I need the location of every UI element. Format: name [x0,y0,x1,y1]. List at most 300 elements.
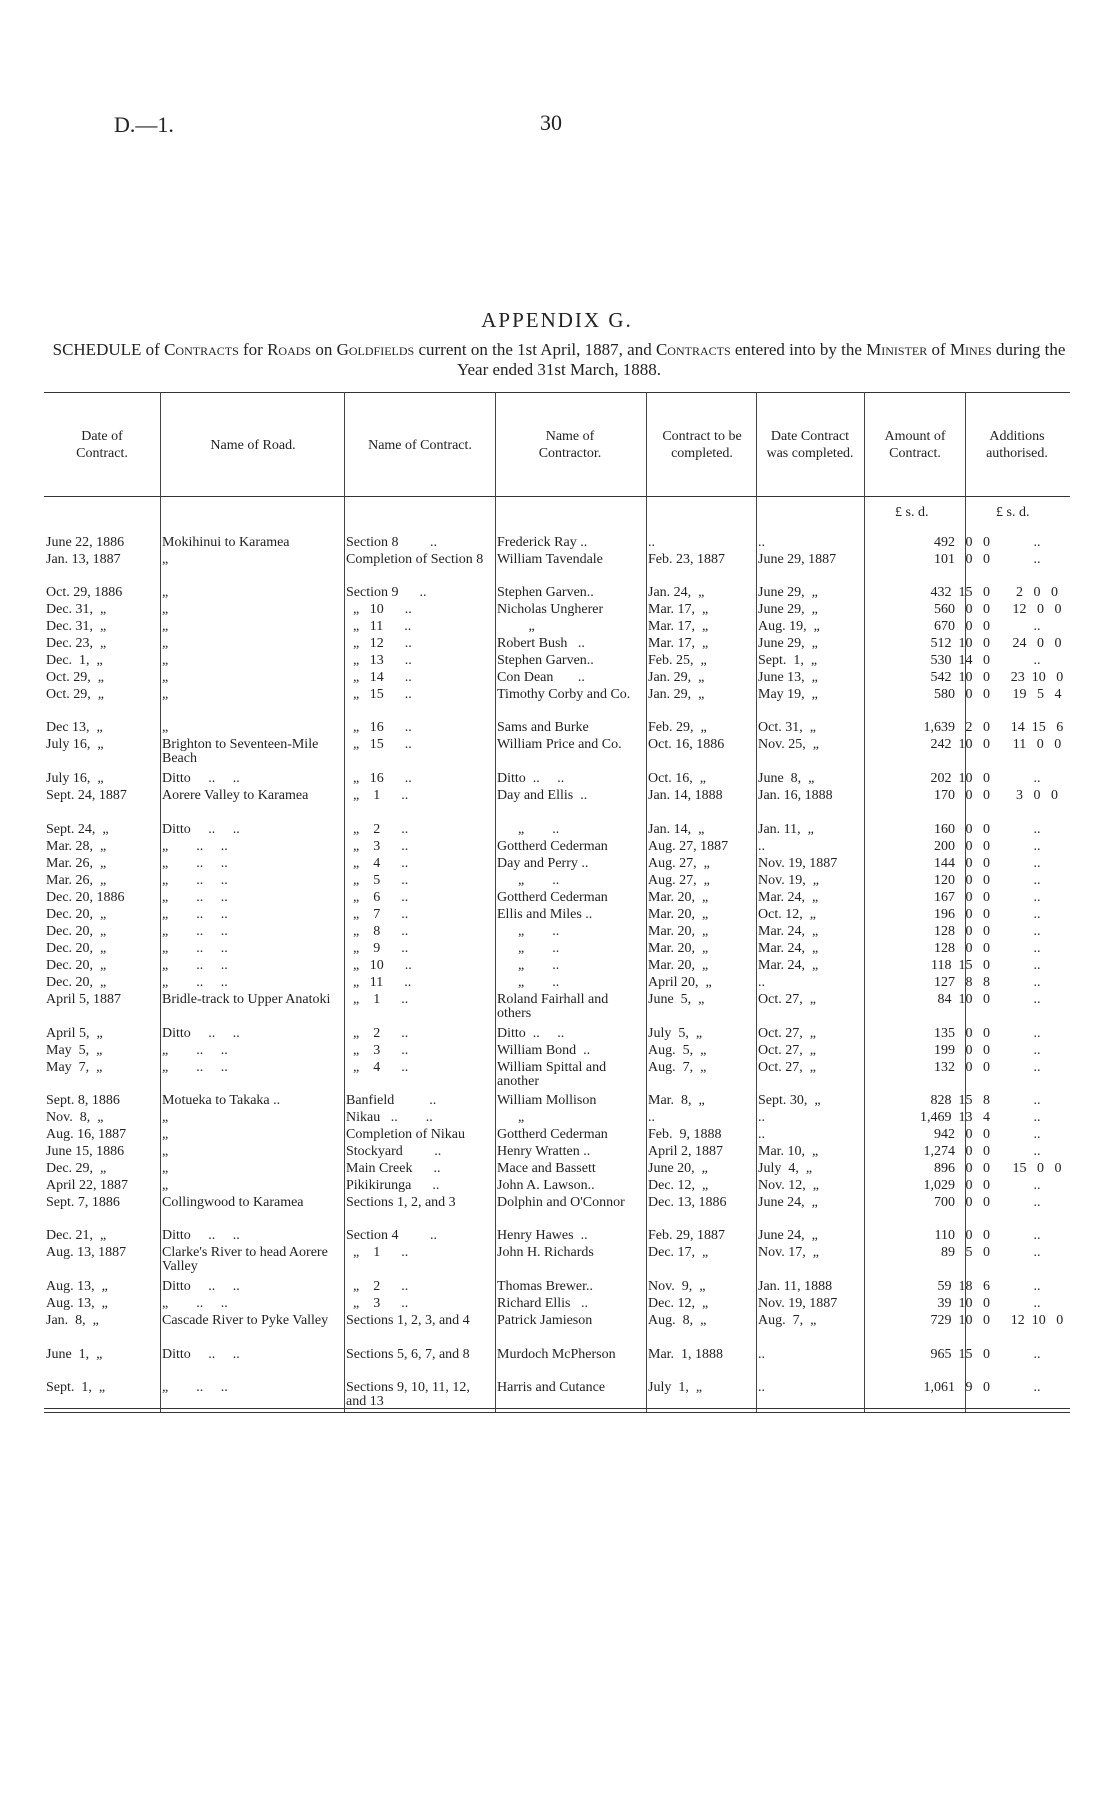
cell-tobe: Jan. 14, „ [648,822,705,837]
cell-tobe: Dec. 13, 1886 [648,1195,727,1210]
cell-add: .. [1033,619,1041,634]
cell-add: .. [1033,1178,1041,1193]
cell-amount: 118 15 0 [931,958,990,973]
cell-road: „ .. .. [162,924,228,939]
cell-add: 12 0 0 [1012,602,1062,617]
cell-contractor: Dolphin and O'Connor [497,1195,625,1210]
cell-road: „ [162,619,169,634]
cell-amount: 729 10 0 [930,1313,990,1328]
cell-tobe: June 20, „ [648,1161,708,1176]
cell-was: Mar. 10, „ [758,1144,819,1159]
cell-road: „ .. .. [162,1060,228,1075]
cell-name: „ 7 .. [346,907,409,922]
cell-name: Sections 9, 10, 11, 12, and 13 [346,1380,474,1409]
cell-date: May 7, „ [46,1060,103,1075]
cell-name: Banfield .. [346,1093,437,1108]
cell-was: May 19, „ [758,687,818,702]
cell-contractor: Day and Perry .. [497,856,589,871]
cell-name: „ 6 .. [346,890,409,905]
cell-name: „ 2 .. [346,822,409,837]
cell-road: „ [162,552,169,567]
cell-add: .. [1033,552,1041,567]
cell-was: Oct. 27, „ [758,1026,816,1041]
cell-date: Aug. 13, „ [46,1279,108,1294]
cell-tobe: Mar. 20, „ [648,958,709,973]
cell-tobe: Dec. 12, „ [648,1178,709,1193]
cell-contractor: Day and Ellis .. [497,788,588,803]
cell-name: „ 12 .. [346,636,412,651]
cell-tobe: Jan. 29, „ [648,687,705,702]
cell-tobe: Mar. 20, „ [648,890,709,905]
cell-tobe: Aug. 7, „ [648,1060,707,1075]
cell-tobe: April 20, „ [648,975,712,990]
cell-date: Dec. 20, „ [46,941,107,956]
cell-was: Nov. 19, 1887 [758,1296,838,1311]
appendix-title: APPENDIX G. [481,308,633,332]
cell-tobe: Oct. 16, „ [648,771,706,786]
table-header-rule [44,496,1070,497]
cell-was: .. [758,975,765,990]
cell-tobe: Mar. 17, „ [648,636,709,651]
cell-tobe: Feb. 9, 1888 [648,1127,722,1142]
cell-was: Sept. 30, „ [758,1093,821,1108]
cell-add: .. [1033,1127,1041,1142]
cell-date: Aug. 13, „ [46,1296,108,1311]
cell-tobe: Mar. 17, „ [648,619,709,634]
cell-amount: 196 0 0 [934,907,990,922]
cell-tobe: Aug. 5, „ [648,1043,707,1058]
cell-amount: 1,029 0 0 [923,1178,990,1193]
cell-add: 15 0 0 [1012,1161,1062,1176]
cell-add: .. [1033,941,1041,956]
cell-contractor: Henry Hawes .. [497,1228,588,1243]
cell-was: .. [758,839,765,854]
cell-contractor: „ .. [497,873,560,888]
cell-date: July 16, „ [46,771,104,786]
cell-name: Stockyard .. [346,1144,442,1159]
cell-add: .. [1033,958,1041,973]
cell-tobe: Mar. 17, „ [648,602,709,617]
cell-road: Ditto .. .. [162,1026,240,1041]
cell-date: Mar. 26, „ [46,856,107,871]
cell-tobe: .. [648,1110,655,1125]
cell-road: Brighton to Seventeen-Mile Beach [162,737,322,766]
cell-name: „ 3 .. [346,1296,409,1311]
cell-tobe: Feb. 29, „ [648,720,707,735]
cell-tobe: Mar. 1, 1888 [648,1347,724,1362]
cell-name: „ 13 .. [346,653,412,668]
cell-contractor: „ .. [497,822,560,837]
cell-tobe: Oct. 16, 1886 [648,737,725,752]
cell-contractor: Mace and Bassett [497,1161,596,1176]
cell-was: June 24, „ [758,1195,818,1210]
cell-was: June 29, „ [758,636,818,651]
cell-name: „ 4 .. [346,856,409,871]
cell-contractor: „ [497,619,535,634]
cell-contractor: Henry Wratten .. [497,1144,591,1159]
column-header-completed: Date Contract was completed. [766,429,854,461]
cell-road: „ [162,687,169,702]
cell-name: „ 16 .. [346,771,412,786]
cell-amount: 580 0 0 [934,687,990,702]
cell-road: Cascade River to Pyke Valley [162,1313,329,1328]
cell-amount: 942 0 0 [934,1127,990,1142]
cell-amount: 127 8 8 [934,975,990,990]
cell-was: Mar. 24, „ [758,941,819,956]
cell-tobe: Aug. 27, 1887 [648,839,729,854]
column-header-road: Name of Road. [210,437,296,453]
column-divider [344,392,345,1412]
cell-was: Nov. 17, „ [758,1245,819,1260]
cell-contractor: William Tavendale [497,552,603,567]
cell-was: Nov. 12, „ [758,1178,819,1193]
cell-add: 3 0 0 [1016,788,1058,803]
cell-amount: 700 0 0 [934,1195,990,1210]
cell-road: „ .. .. [162,975,228,990]
cell-add: .. [1033,907,1041,922]
cell-add: .. [1033,1043,1041,1058]
cell-add: 11 0 0 [1012,737,1062,752]
cell-road: „ [162,1127,169,1142]
cell-road: „ .. .. [162,958,228,973]
cell-date: Dec. 23, „ [46,636,107,651]
cell-add: 24 0 0 [1012,636,1062,651]
cell-amount: 199 0 0 [934,1043,990,1058]
cell-amount: 828 15 8 [930,1093,990,1108]
cell-tobe: Mar. 20, „ [648,907,709,922]
cell-date: Dec. 20, „ [46,958,107,973]
cell-road: Collingwood to Karamea [162,1195,304,1210]
cell-name: Completion of Nikau [346,1127,465,1142]
cell-name: „ 11 .. [346,975,412,990]
cell-road: Motueka to Takaka .. [162,1093,281,1108]
cell-name: Completion of Section 8 [346,552,484,567]
cell-road: „ .. .. [162,890,228,905]
cell-add: .. [1033,839,1041,854]
cell-contractor: „ .. [497,941,560,956]
cell-date: Nov. 8, „ [46,1110,104,1125]
cell-name: „ 9 .. [346,941,409,956]
cell-tobe: Feb. 29, 1887 [648,1228,725,1243]
cell-contractor: John A. Lawson.. [497,1178,595,1193]
cell-name: Pikikirunga .. [346,1178,440,1193]
cell-contractor: Sams and Burke [497,720,589,735]
column-divider [864,392,865,1412]
cell-tobe: April 2, 1887 [648,1144,724,1159]
cell-date: Dec. 20, „ [46,907,107,922]
cell-date: Jan. 8, „ [46,1313,99,1328]
cell-add: 23 10 0 [1010,670,1064,685]
column-header-to-be-completed: Contract to be completed. [662,429,742,461]
cell-contractor: Ditto .. .. [497,771,565,786]
cell-road: „ [162,1110,169,1125]
cell-was: .. [758,1380,765,1395]
cell-was: Mar. 24, „ [758,924,819,939]
cell-contractor: Murdoch McPherson [497,1347,616,1362]
cell-add: .. [1033,992,1041,1007]
cell-contractor: „ .. [497,958,560,973]
cell-name: „ 2 .. [346,1279,409,1294]
cell-date: June 15, 1886 [46,1144,125,1159]
cell-add: .. [1033,856,1041,871]
cell-was: Nov. 25, „ [758,737,819,752]
cell-contractor: Stephen Garven.. [497,653,594,668]
cell-was: Jan. 11, 1888 [758,1279,833,1294]
cell-name: „ 1 .. [346,1245,409,1260]
cell-name: „ 3 .. [346,839,409,854]
cell-road: „ [162,1161,169,1176]
cell-add: .. [1033,975,1041,990]
cell-contractor: William Price and Co. [497,737,622,752]
document-ref: D.—1. [114,112,174,137]
cell-was: Mar. 24, „ [758,890,819,905]
column-header-contractor: Name of Contractor. [538,429,602,461]
cell-add: .. [1033,1110,1041,1125]
cell-road: „ .. .. [162,1380,228,1395]
cell-date: Dec. 20, „ [46,975,107,990]
cell-amount: 200 0 0 [934,839,990,854]
cell-add: .. [1033,873,1041,888]
cell-tobe: .. [648,535,655,550]
cell-amount: 170 0 0 [934,788,990,803]
cell-name: „ 15 .. [346,737,412,752]
cell-contractor: Con Dean .. [497,670,585,685]
cell-name: Section 9 .. [346,585,427,600]
cell-amount: 128 0 0 [934,924,990,939]
cell-road: „ [162,636,169,651]
cell-road: „ .. .. [162,856,228,871]
cell-contractor: Harris and Cutance [497,1380,606,1395]
cell-name: „ 2 .. [346,1026,409,1041]
cell-date: May 5, „ [46,1043,103,1058]
cell-contractor: „ .. [497,924,560,939]
cell-date: June 1, „ [46,1347,103,1362]
cell-road: Clarke's River to head Aorere Valley [162,1245,332,1274]
cell-name: Nikau .. .. [346,1110,433,1125]
cell-add: .. [1033,535,1041,550]
cell-tobe: Mar. 20, „ [648,941,709,956]
cell-contractor: William Mollison [497,1093,597,1108]
cell-add: 2 0 0 [1016,585,1058,600]
cell-name: „ 4 .. [346,1060,409,1075]
cell-tobe: Feb. 23, 1887 [648,552,725,567]
cell-tobe: June 5, „ [648,992,705,1007]
cell-road: „ .. .. [162,941,228,956]
cell-road: Bridle-track to Upper Anatoki [162,992,331,1007]
column-divider [646,392,647,1412]
cell-amount: 1,639 2 0 [923,720,990,735]
cell-date: April 5, „ [46,1026,103,1041]
cell-date: Dec. 1, „ [46,653,103,668]
cell-road: „ .. .. [162,1043,228,1058]
cell-contractor: Ellis and Miles .. [497,907,593,922]
cell-tobe: Aug. 27, „ [648,873,710,888]
cell-amount: 132 0 0 [934,1060,990,1075]
cell-name: „ 15 .. [346,687,412,702]
cell-was: June 29, 1887 [758,552,837,567]
cell-road: Mokihinui to Karamea [162,535,290,550]
cell-road: „ [162,653,169,668]
column-divider [160,392,161,1412]
cell-amount: 110 0 0 [934,1228,990,1243]
cell-road: Ditto .. .. [162,822,240,837]
cell-amount: 530 14 0 [930,653,990,668]
cell-amount: 89 5 0 [941,1245,990,1260]
cell-was: .. [758,1127,765,1142]
cell-contractor: Patrick Jamieson [497,1313,593,1328]
cell-contractor: Robert Bush .. [497,636,585,651]
cell-amount: 135 0 0 [934,1026,990,1041]
cell-add: .. [1033,890,1041,905]
cell-name: „ 3 .. [346,1043,409,1058]
cell-was: Aug. 19, „ [758,619,820,634]
cell-name: „ 8 .. [346,924,409,939]
cell-contractor: „ [497,1110,525,1125]
cell-amount: 84 10 0 [937,992,990,1007]
cell-road: „ .. .. [162,907,228,922]
cell-road: „ .. .. [162,839,228,854]
cell-tobe: July 1, „ [648,1380,703,1395]
cell-tobe: Mar. 8, „ [648,1093,705,1108]
cell-amount: 965 15 0 [930,1347,990,1362]
cell-tobe: Feb. 25, „ [648,653,707,668]
cell-road: „ [162,1144,169,1159]
column-header-contract: Name of Contract. [368,437,472,453]
cell-amount: 144 0 0 [934,856,990,871]
cell-date: April 5, 1887 [46,992,122,1007]
cell-was: June 24, „ [758,1228,818,1243]
cell-was: Aug. 7, „ [758,1313,817,1328]
cell-name: Sections 1, 2, 3, and 4 [346,1313,470,1328]
cell-road: „ [162,670,169,685]
cell-tobe: Nov. 9, „ [648,1279,706,1294]
cell-tobe: Aug. 8, „ [648,1313,707,1328]
cell-amount: 896 0 0 [934,1161,990,1176]
cell-name: „ 1 .. [346,788,409,803]
cell-contractor: Thomas Brewer.. [497,1279,594,1294]
cell-contractor: William Bond .. [497,1043,591,1058]
cell-date: Sept. 24, „ [46,822,109,837]
cell-add: .. [1033,1195,1041,1210]
cell-contractor: William Spittal and another [497,1060,610,1089]
cell-road: Ditto .. .. [162,1347,240,1362]
cell-road: „ .. .. [162,873,228,888]
cell-date: Sept. 24, 1887 [46,788,127,803]
cell-amount: 432 15 0 [930,585,990,600]
table-bottom-rule [44,1408,1070,1409]
cell-was: .. [758,1110,765,1125]
cell-was: Oct. 27, „ [758,1060,816,1075]
cell-was: Nov. 19, „ [758,873,819,888]
cell-road: „ [162,720,169,735]
cell-amount: 1,274 0 0 [923,1144,990,1159]
cell-was: .. [758,1347,765,1362]
cell-contractor: Timothy Corby and Co. [497,687,631,702]
cell-amount: 202 10 0 [930,771,990,786]
page-number: 30 [540,110,562,135]
cell-date: Dec. 20, 1886 [46,890,125,905]
cell-add: .. [1033,1279,1041,1294]
cell-was: Sept. 1, „ [758,653,818,668]
cell-name: „ 1 .. [346,992,409,1007]
cell-road: „ [162,1178,169,1193]
cell-was: June 8, „ [758,771,815,786]
cell-date: Oct. 29, „ [46,687,104,702]
cell-road: Aorere Valley to Karamea [162,788,309,803]
cell-amount: 160 0 0 [934,822,990,837]
cell-amount: 542 10 0 [930,670,990,685]
cell-contractor: Frederick Ray .. [497,535,588,550]
cell-date: Sept. 1, „ [46,1380,106,1395]
amount-units: £ s. d. [895,505,929,520]
cell-amount: 1,469 13 4 [920,1110,990,1125]
cell-name: Sections 5, 6, 7, and 8 [346,1347,470,1362]
cell-add: .. [1033,1380,1041,1395]
cell-name: Sections 1, 2, and 3 [346,1195,456,1210]
cell-add: .. [1033,1144,1041,1159]
cell-amount: 492 0 0 [934,535,990,550]
cell-was: Jan. 11, „ [758,822,814,837]
cell-road: Ditto .. .. [162,771,240,786]
cell-tobe: Dec. 17, „ [648,1245,709,1260]
cell-name: „ 14 .. [346,670,412,685]
cell-date: Aug. 16, 1887 [46,1127,127,1142]
cell-was: Oct. 27, „ [758,992,816,1007]
cell-road: „ .. .. [162,1296,228,1311]
cell-contractor: Gottherd Cederman [497,839,608,854]
cell-name: Section 8 .. [346,535,437,550]
cell-road: „ [162,602,169,617]
cell-add: .. [1033,653,1041,668]
cell-add: 12 10 0 [1010,1313,1064,1328]
cell-name: „ 5 .. [346,873,409,888]
cell-date: Oct. 29, 1886 [46,585,123,600]
cell-add: .. [1033,1060,1041,1075]
cell-add: 14 15 6 [1010,720,1064,735]
cell-tobe: July 5, „ [648,1026,703,1041]
cell-name: Main Creek .. [346,1161,441,1176]
cell-add: .. [1033,822,1041,837]
cell-tobe: Jan. 29, „ [648,670,705,685]
cell-was: June 13, „ [758,670,818,685]
cell-date: Dec. 20, „ [46,924,107,939]
cell-date: June 22, 1886 [46,535,125,550]
column-header-additions: Additions authorised. [986,429,1048,461]
cell-contractor: Gottherd Cederman [497,890,608,905]
cell-tobe: Aug. 27, „ [648,856,710,871]
cell-add: .. [1033,1296,1041,1311]
cell-add: .. [1033,1347,1041,1362]
cell-date: Mar. 26, „ [46,873,107,888]
cell-add: .. [1033,1026,1041,1041]
cell-date: Dec. 21, „ [46,1228,107,1243]
column-divider [756,392,757,1412]
cell-contractor: John H. Richards [497,1245,594,1260]
cell-name: Section 4 .. [346,1228,437,1243]
cell-amount: 242 10 0 [930,737,990,752]
cell-road: „ [162,585,169,600]
cell-amount: 512 10 0 [930,636,990,651]
cell-contractor: Gottherd Cederman [497,1127,608,1142]
cell-date: Jan. 13, 1887 [46,552,121,567]
cell-date: Aug. 13, 1887 [46,1245,127,1260]
cell-amount: 39 10 0 [937,1296,990,1311]
cell-tobe: Mar. 20, „ [648,924,709,939]
cell-was: June 29, „ [758,602,818,617]
additions-units: £ s. d. [996,505,1030,520]
cell-date: Sept. 7, 1886 [46,1195,120,1210]
cell-add: .. [1033,1228,1041,1243]
